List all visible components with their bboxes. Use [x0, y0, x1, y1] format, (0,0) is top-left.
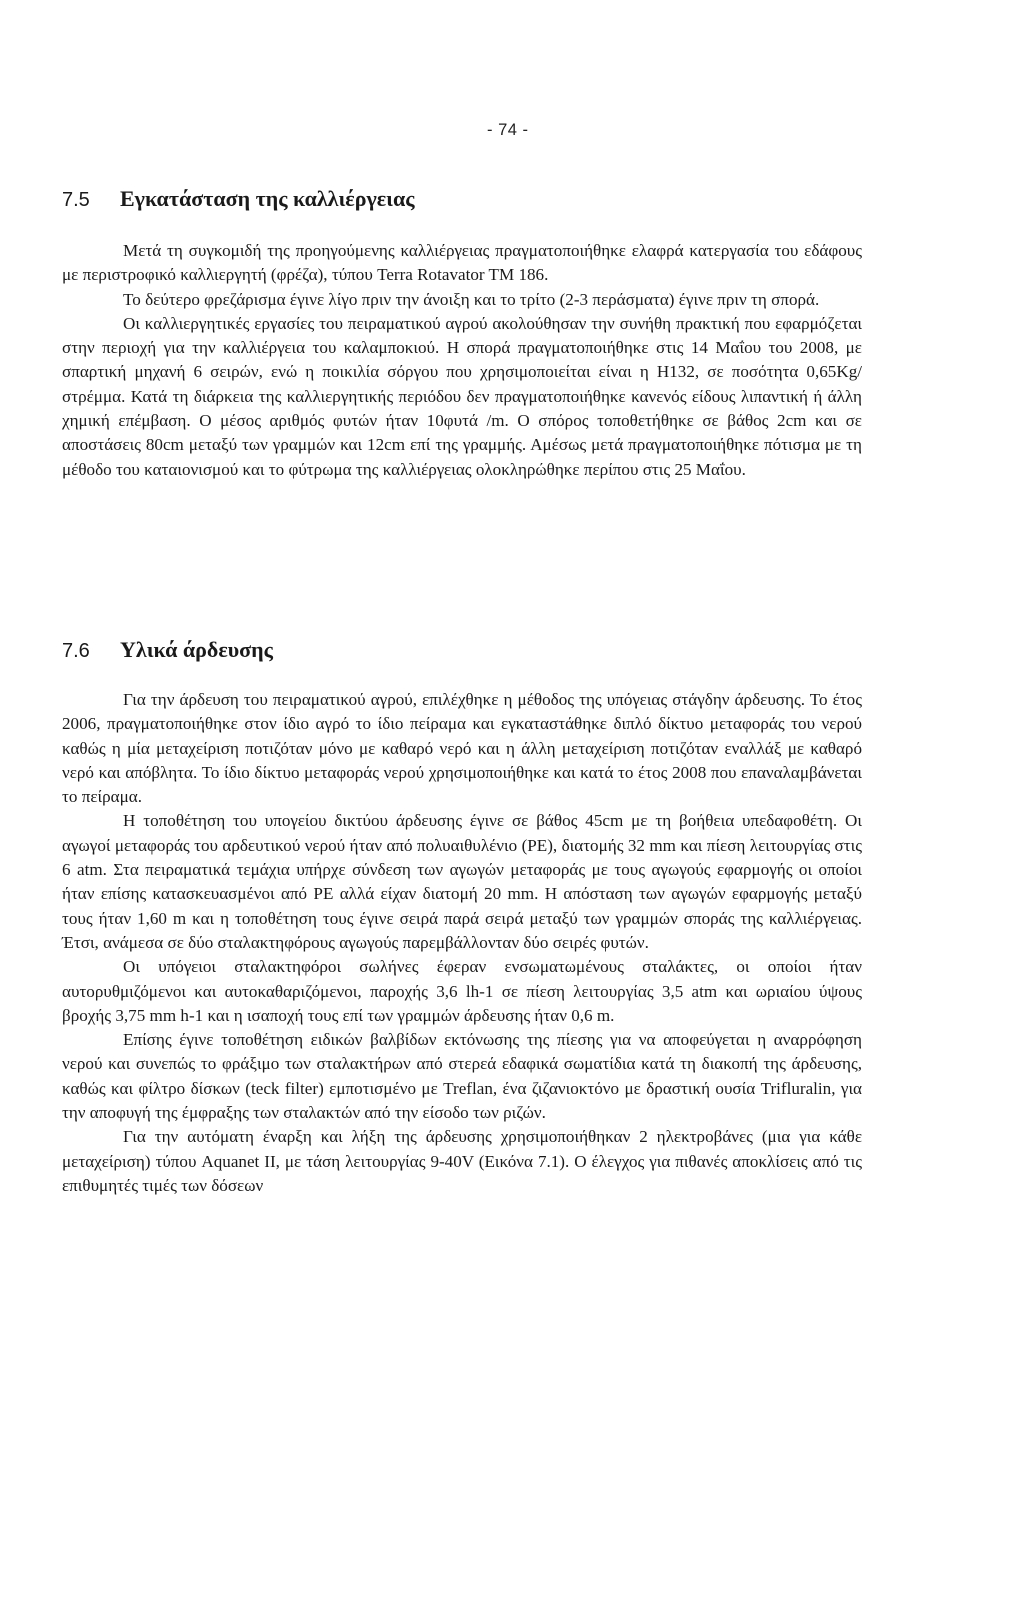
paragraph: Για την αυτόματη έναρξη και λήξη της άρδευσης χρησιμοποιήθηκαν 2 ηλεκτροβάνες (μια για κάθε μεταχείριση) τύπου Aquanet II, με τάση λειτουργίας 9-40V (Εικόνα 7.1). Ο έλεγχος για πιθανές αποκλίσεις από τις επιθυμητές τιμές των δόσεων	[62, 1127, 862, 1195]
section-title: Εγκατάσταση της καλλιέργειας	[120, 186, 415, 211]
section-title: Υλικά άρδευσης	[120, 637, 273, 662]
paragraph: Η τοποθέτηση του υπογείου δικτύου άρδευσης έγινε σε βάθος 45cm με τη βοήθεια υπεδαφοθέτη. Οι αγωγοί μεταφοράς του αρδευτικού νερού ήταν από πολυαιθυλένιο (PE), διατομής 32 mm και πίεση λειτουργίας στις 6 atm. Στα πειραματικά τεμάχια υπήρχε σύνδεση των αγωγών μεταφοράς με τους αγωγούς εφαρμογής οι οποίοι ήταν επίσης κατασκευασμένοι από PE αλλά είχαν διατομή 20 mm. Η απόσταση των αγωγών εφαρμογής μεταξύ τους ήταν 1,60 m και η τοποθέτηση τους έγινε σειρά παρά σειρά μεταξύ των γραμμών σποράς της καλλιέργειας. Έτσι, ανάμεσα σε δύο σταλακτηφόρους αγωγούς παρεμβάλλονταν δύο σειρές φυτών.	[62, 811, 862, 952]
section-heading-7-5	[62, 186, 415, 212]
paragraph: Οι υπόγειοι σταλακτηφόροι σωλήνες έφεραν ενσωματωμένους σταλάκτες, οι οποίοι ήταν αυτορυθμιζόμενοι και αυτοκαθαριζόμενοι, παροχής 3,6 lh-1 σε πίεση λειτουργίας 3,5 atm και ωριαίου ύψους βροχής 3,75 mm h-1 και η ισαποχή τους επί των γραμμών άρδευσης ήταν 0,6 m.	[62, 957, 862, 1025]
section-heading-7-6	[62, 637, 273, 663]
section-7-5-body	[62, 239, 862, 482]
paragraph: Επίσης έγινε τοποθέτηση ειδικών βαλβίδων εκτόνωσης της πίεσης για να αποφεύγεται η αναρρόφηση νερού και συνεπώς το φράξιμο των σταλακτήρων από στερεά εδαφικά σωματίδια κατά τη διακοπή της άρδευσης, καθώς και φίλτρο δίσκων (teck filter) εμποτισμένο με Treflan, ένα ζιζανιοκτόνο με δραστική ουσία Trifluralin, για την αποφυγή της έμφραξης των σταλακτών από την είσοδο των ριζών.	[62, 1030, 862, 1123]
paragraph: Μετά τη συγκομιδή της προηγούμενης καλλιέργειας πραγματοποιήθηκε ελαφρά κατεργασία του εδάφους με περιστροφικό καλλιεργητή (φρέζα), τύπου Terra Rotavator TM 186.	[62, 241, 862, 285]
paragraph: Το δεύτερο φρεζάρισμα έγινε λίγο πριν την άνοιξη και το τρίτο (2-3 περάσματα) έγινε πριν τη σπορά.	[123, 289, 820, 309]
section-number: 7.6	[62, 640, 90, 662]
section-number: 7.5	[62, 189, 90, 211]
page-number: - 74 -	[487, 121, 529, 139]
paragraph: Οι καλλιεργητικές εργασίες του πειραματικού αγρού ακολούθησαν την συνήθη πρακτική που εφαρμόζεται στην περιοχή για την καλλιέργεια του καλαμποκιού. Η σπορά πραγματοποιήθηκε στις 14 Μαΐου του 2008, με σπαρτική μηχανή 6 σειρών, ενώ η ποικιλία σόργου που χρησιμοποιείται είναι η H132, σε ποσότητα 0,65Kg/στρέμμα. Κατά τη διάρκεια της καλλιεργητικής περιόδου δεν πραγματοποιήθηκε κανενός είδους λιπαντική ή άλλη χημική επέμβαση. Ο μέσος αριθμός φυτών ήταν 10φυτά /m. Ο σπόρος τοποθετήθηκε σε βάθος 2cm και σε αποστάσεις 80cm μεταξύ των γραμμών και 12cm επί της γραμμής. Αμέσως μετά πραγματοποιήθηκε πότισμα με τη μέθοδο του καταιονισμού και το φύτρωμα της καλλιέργειας ολοκληρώθηκε περίπου στις 25 Μαΐου.	[62, 313, 862, 479]
section-7-6-body	[62, 688, 862, 1198]
paragraph: Για την άρδευση του πειραματικού αγρού, επιλέχθηκε η μέθοδος της υπόγειας στάγδην άρδευσης. Το έτος 2006, πραγματοποιήθηκε στον ίδιο αγρό το ίδιο πείραμα και εγκαταστάθηκε διπλό δίκτυο μεταφοράς του νερού καθώς η μία μεταχείριση ποτιζόταν μόνο με καθαρό νερό και η άλλη μεταχείριση ποτιζόταν εναλλάξ με καθαρό νερό και απόβλητα. Το ίδιο δίκτυο μεταφοράς νερού χρησιμοποιήθηκε και κατά το έτος 2008 που επαναλαμβάνεται το πείραμα.	[62, 690, 862, 807]
